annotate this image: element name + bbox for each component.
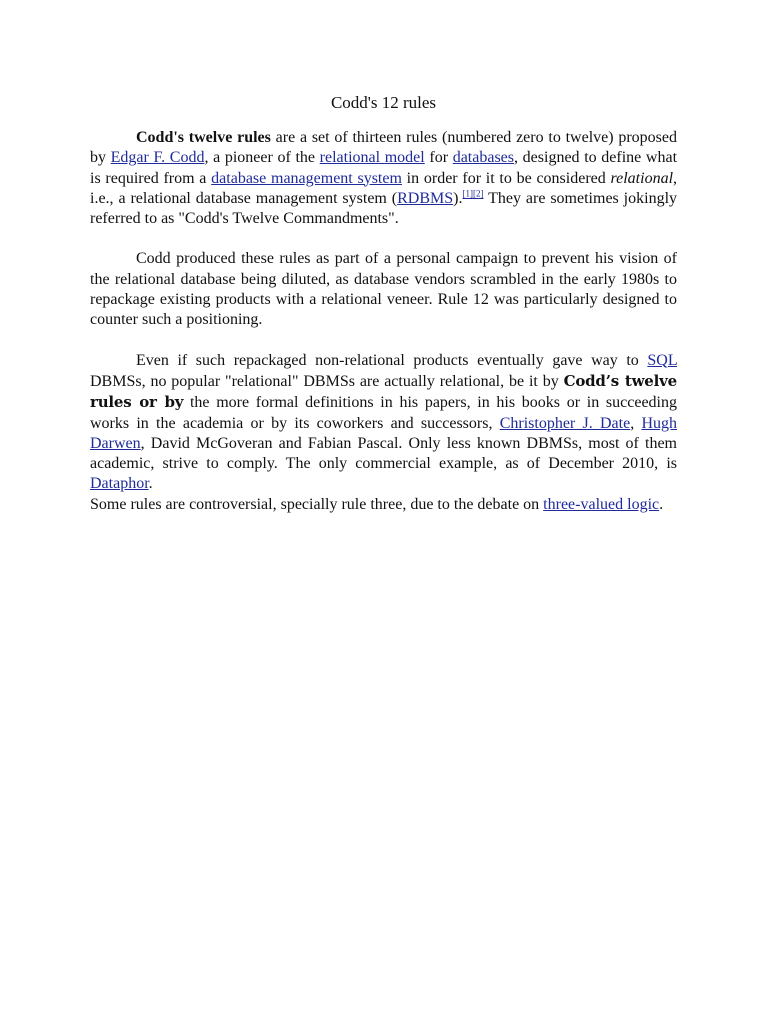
- reference-link-1[interactable]: [1]: [462, 188, 473, 199]
- paragraph-campaign: Codd produced these rules as part of a personal campaign to prevent his vision of the relational database being diluted, as database vendors scrambled in the early 1980s to repackage existing products with a relational veneer. Rule 12 was particularly designed to counter such a positioning.: [90, 250, 677, 329]
- text: , a pioneer of the: [204, 149, 320, 167]
- text: Even if such repackaged non-relational products eventually gave way to: [136, 351, 648, 369]
- bold-phrase: Codd’s twelve rules or by: [90, 371, 677, 412]
- link-christopher-j-date[interactable]: Christopher J. Date: [499, 414, 631, 432]
- link-rdbms[interactable]: RDBMS: [397, 189, 454, 207]
- paragraph-repackaged: [90, 351, 677, 495]
- document-page: [90, 0, 677, 515]
- text: ,: [630, 414, 642, 432]
- page-title: Codd's 12 rules: [330, 93, 437, 112]
- text: , David McGoveran and Fabian Pascal. Only less known DBMSs, most of them academic, strive to comply. The only commercial example, as of December 2010, is: [90, 434, 677, 473]
- text: , i.e., a relational database management system (: [90, 169, 678, 207]
- text: DBMSs, no popular "relational" DBMSs are actually relational, be it by: [90, 372, 564, 390]
- link-three-valued-logic[interactable]: three-valued logic: [543, 495, 660, 513]
- bold-lead: Codd's twelve rules: [136, 129, 271, 146]
- italic-relational: relational: [610, 169, 674, 187]
- link-databases[interactable]: databases: [452, 149, 515, 167]
- link-hugh-darwen[interactable]: Hugh Darwen: [90, 414, 677, 452]
- text: for: [424, 149, 453, 167]
- paragraph-intro: [90, 128, 677, 229]
- link-relational-model[interactable]: relational model: [319, 149, 425, 167]
- paragraph-controversial: [90, 495, 677, 515]
- reference-link-2[interactable]: [2]: [472, 188, 484, 199]
- link-edgar-f-codd[interactable]: Edgar F. Codd: [110, 149, 205, 167]
- link-sql[interactable]: SQL: [647, 351, 677, 369]
- text: They are sometimes jokingly referred to as "Codd's Twelve Commandments".: [90, 189, 678, 228]
- text: in order for it to be considered: [401, 169, 611, 187]
- text: ).: [453, 189, 463, 207]
- reference-marker: [462, 189, 483, 199]
- text: , designed to define what is required from a: [90, 149, 678, 187]
- link-database-management-system[interactable]: database management system: [211, 169, 402, 187]
- link-dataphor[interactable]: Dataphor: [90, 475, 149, 493]
- text: the more formal definitions in his papers, in his books or in succeeding works in the academia or by its coworkers and successors,: [90, 394, 677, 432]
- text: .: [148, 475, 153, 493]
- text: .: [659, 495, 664, 513]
- text: Some rules are controversial, specially rule three, due to the debate on: [90, 495, 544, 513]
- text: are a set of thirteen rules (numbered zero to twelve) proposed by: [90, 129, 677, 167]
